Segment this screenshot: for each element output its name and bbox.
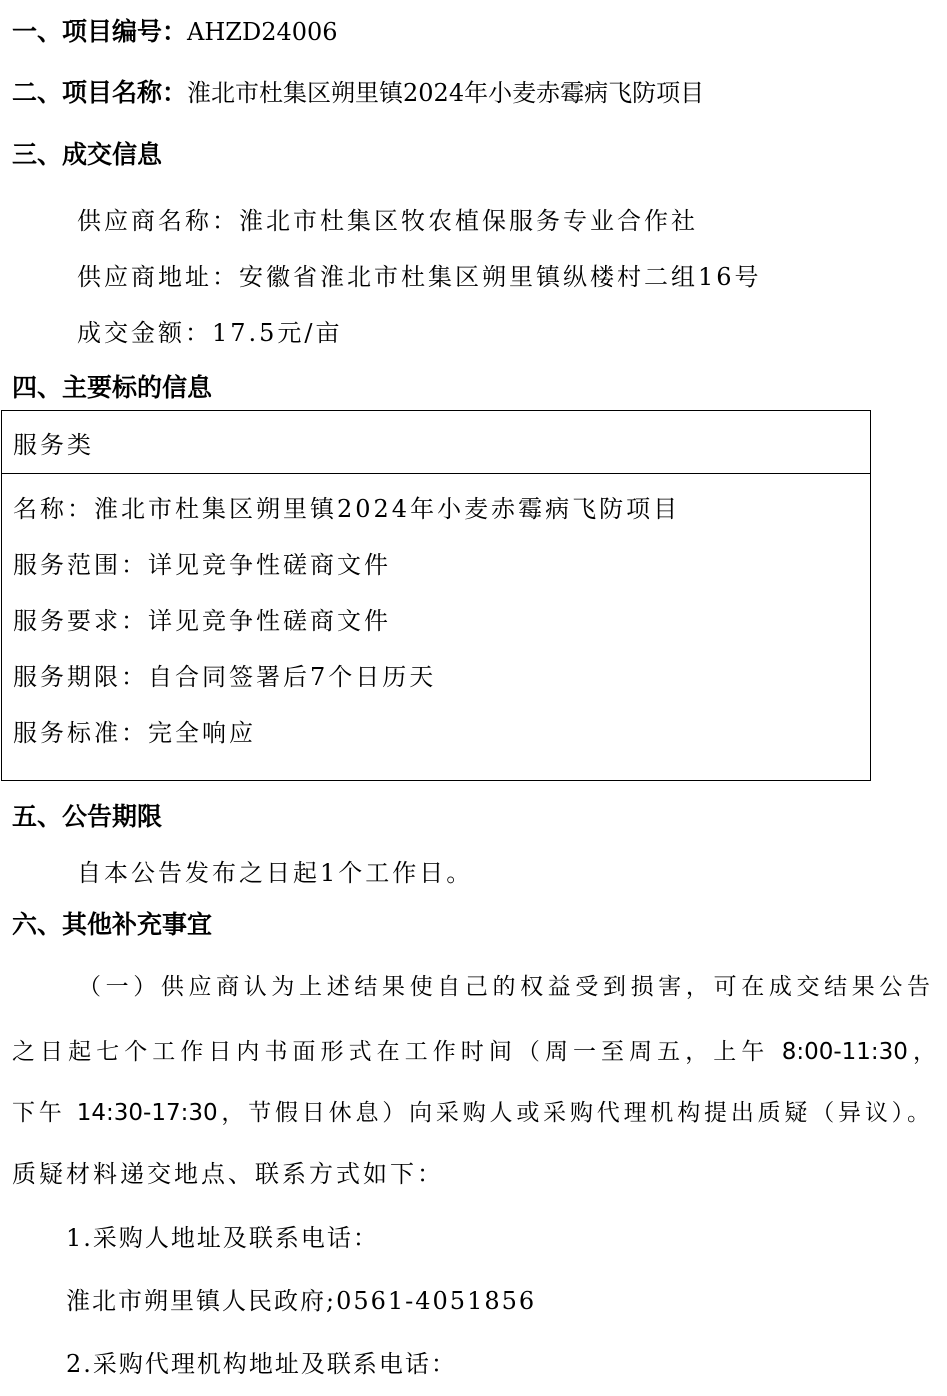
service-standard: 服务标准：完全响应 bbox=[13, 719, 256, 747]
supplier-address: 供应商地址：安徽省淮北市杜集区朔里镇纵楼村二组16号 bbox=[77, 263, 762, 291]
section-5-title: 五、公告期限 bbox=[12, 802, 163, 831]
complaint-para-line-1: （一）供应商认为上述结果使自己的权益受到损害，可在成交结果公告 bbox=[78, 974, 930, 1000]
project-number-value: AHZD24006 bbox=[187, 18, 338, 46]
complaint-para-line-3: 下午 14:30-17:30，节假日休息）向采购人或采购代理机构提出质疑（异议）。 bbox=[12, 1100, 930, 1126]
service-name: 名称：淮北市杜集区朔里镇2024年小麦赤霉病飞防项目 bbox=[13, 495, 681, 523]
complaint-para-line-4: 质疑材料递交地点、联系方式如下： bbox=[12, 1160, 444, 1188]
announcement-period-text: 自本公告发布之日起1个工作日。 bbox=[77, 859, 474, 887]
purchaser-contact-value: 淮北市朔里镇人民政府;0561-4051856 bbox=[66, 1287, 537, 1315]
project-name-line bbox=[12, 77, 704, 109]
section-4-title: 四、主要标的信息 bbox=[12, 373, 213, 402]
section-3-title: 三、成交信息 bbox=[12, 140, 163, 169]
deal-amount: 成交金额：17.5元/亩 bbox=[77, 319, 343, 347]
project-number-line bbox=[12, 16, 338, 48]
service-category: 服务类 bbox=[13, 431, 94, 459]
complaint-para-line-2: 之日起七个工作日内书面形式在工作时间（周一至周五，上午 8:00-11:30， bbox=[12, 1039, 936, 1065]
table-divider bbox=[2, 473, 870, 474]
supplier-name: 供应商名称：淮北市杜集区牧农植保服务专业合作社 bbox=[77, 207, 698, 235]
section-6-title: 六、其他补充事宜 bbox=[12, 910, 213, 939]
subject-info-table bbox=[1, 410, 871, 781]
service-requirement: 服务要求：详见竞争性磋商文件 bbox=[13, 607, 391, 635]
agency-contact-label: 2.采购代理机构地址及联系电话： bbox=[66, 1350, 457, 1378]
section-2-title: 二、项目名称： bbox=[12, 78, 188, 107]
project-name-value: 淮北市杜集区朔里镇2024年小麦赤霉病飞防项目 bbox=[187, 79, 705, 107]
service-scope: 服务范围：详见竞争性磋商文件 bbox=[13, 551, 391, 579]
service-period: 服务期限：自合同签署后7个日历天 bbox=[13, 663, 437, 691]
purchaser-contact-label: 1.采购人地址及联系电话： bbox=[66, 1224, 379, 1252]
section-1-title: 一、项目编号： bbox=[12, 17, 188, 46]
